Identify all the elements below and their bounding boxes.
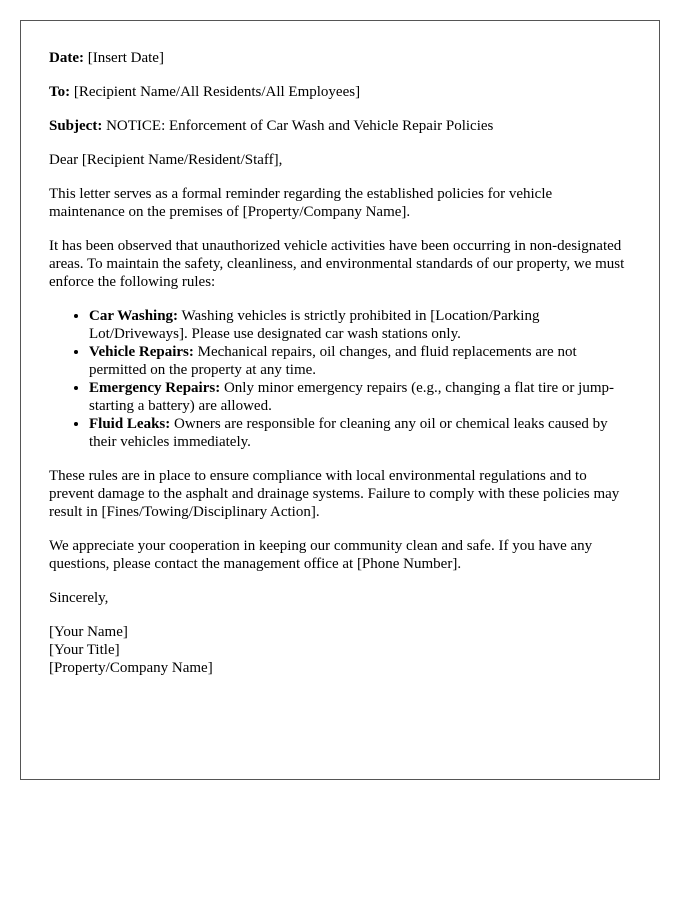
date-label: Date: bbox=[49, 50, 84, 66]
rule-title: Vehicle Repairs: bbox=[89, 344, 194, 360]
date-line bbox=[49, 49, 631, 67]
salutation: Dear [Recipient Name/Resident/Staff], bbox=[49, 152, 283, 168]
to-value: [Recipient Name/All Residents/All Employees] bbox=[73, 84, 361, 100]
rule-title: Car Washing: bbox=[89, 308, 179, 324]
letter-document bbox=[20, 20, 660, 780]
rule-text: Owners are responsible for cleaning any oil or chemical leaks caused by their vehicles immediately. bbox=[89, 416, 608, 450]
to-label: To: bbox=[49, 84, 71, 100]
rule-text: Only minor emergency repairs (e.g., changing a flat tire or jump-starting a battery) are allowed. bbox=[89, 380, 614, 414]
rule-text: Washing vehicles is strictly prohibited in [Location/Parking Lot/Driveways]. Please use designated car wash stations only. bbox=[89, 308, 540, 342]
observation-paragraph: It has been observed that unauthorized vehicle activities have been occurring in non-designated areas. To maintain the safety, cleanliness, and environmental standards of our property, we must enforce the following rules: bbox=[49, 238, 625, 290]
to-line bbox=[49, 83, 631, 101]
compliance-paragraph: These rules are in place to ensure compliance with local environmental regulations and to prevent damage to the asphalt and drainage systems. Failure to comply with these policies may result in [Fines/Towing/Disciplinary Action]. bbox=[49, 468, 620, 520]
subject-label: Subject: bbox=[49, 118, 103, 134]
rule-item-fluid-leaks bbox=[89, 415, 631, 451]
rules-list bbox=[49, 307, 631, 451]
rule-item-car-washing bbox=[89, 307, 631, 343]
signer-title: [Your Title] bbox=[49, 642, 120, 658]
rule-title: Emergency Repairs: bbox=[89, 380, 221, 396]
signer-name: [Your Name] bbox=[49, 624, 128, 640]
rule-item-emergency-repairs bbox=[89, 379, 631, 415]
rule-item-vehicle-repairs bbox=[89, 343, 631, 379]
valediction: Sincerely, bbox=[49, 590, 109, 606]
subject-line bbox=[49, 117, 631, 135]
appreciation-paragraph: We appreciate your cooperation in keeping our community clean and safe. If you have any questions, please contact the management office at [Phone Number]. bbox=[49, 538, 593, 572]
rule-text: Mechanical repairs, oil changes, and fluid replacements are not permitted on the property at any time. bbox=[89, 344, 577, 378]
signer-company: [Property/Company Name] bbox=[49, 660, 213, 676]
subject-value: NOTICE: Enforcement of Car Wash and Vehicle Repair Policies bbox=[106, 118, 494, 134]
rule-title: Fluid Leaks: bbox=[89, 416, 171, 432]
signature-block bbox=[49, 623, 631, 677]
intro-paragraph: This letter serves as a formal reminder regarding the established policies for vehicle maintenance on the premises of [Property/Company Name]. bbox=[49, 186, 553, 220]
date-value: [Insert Date] bbox=[87, 50, 164, 66]
